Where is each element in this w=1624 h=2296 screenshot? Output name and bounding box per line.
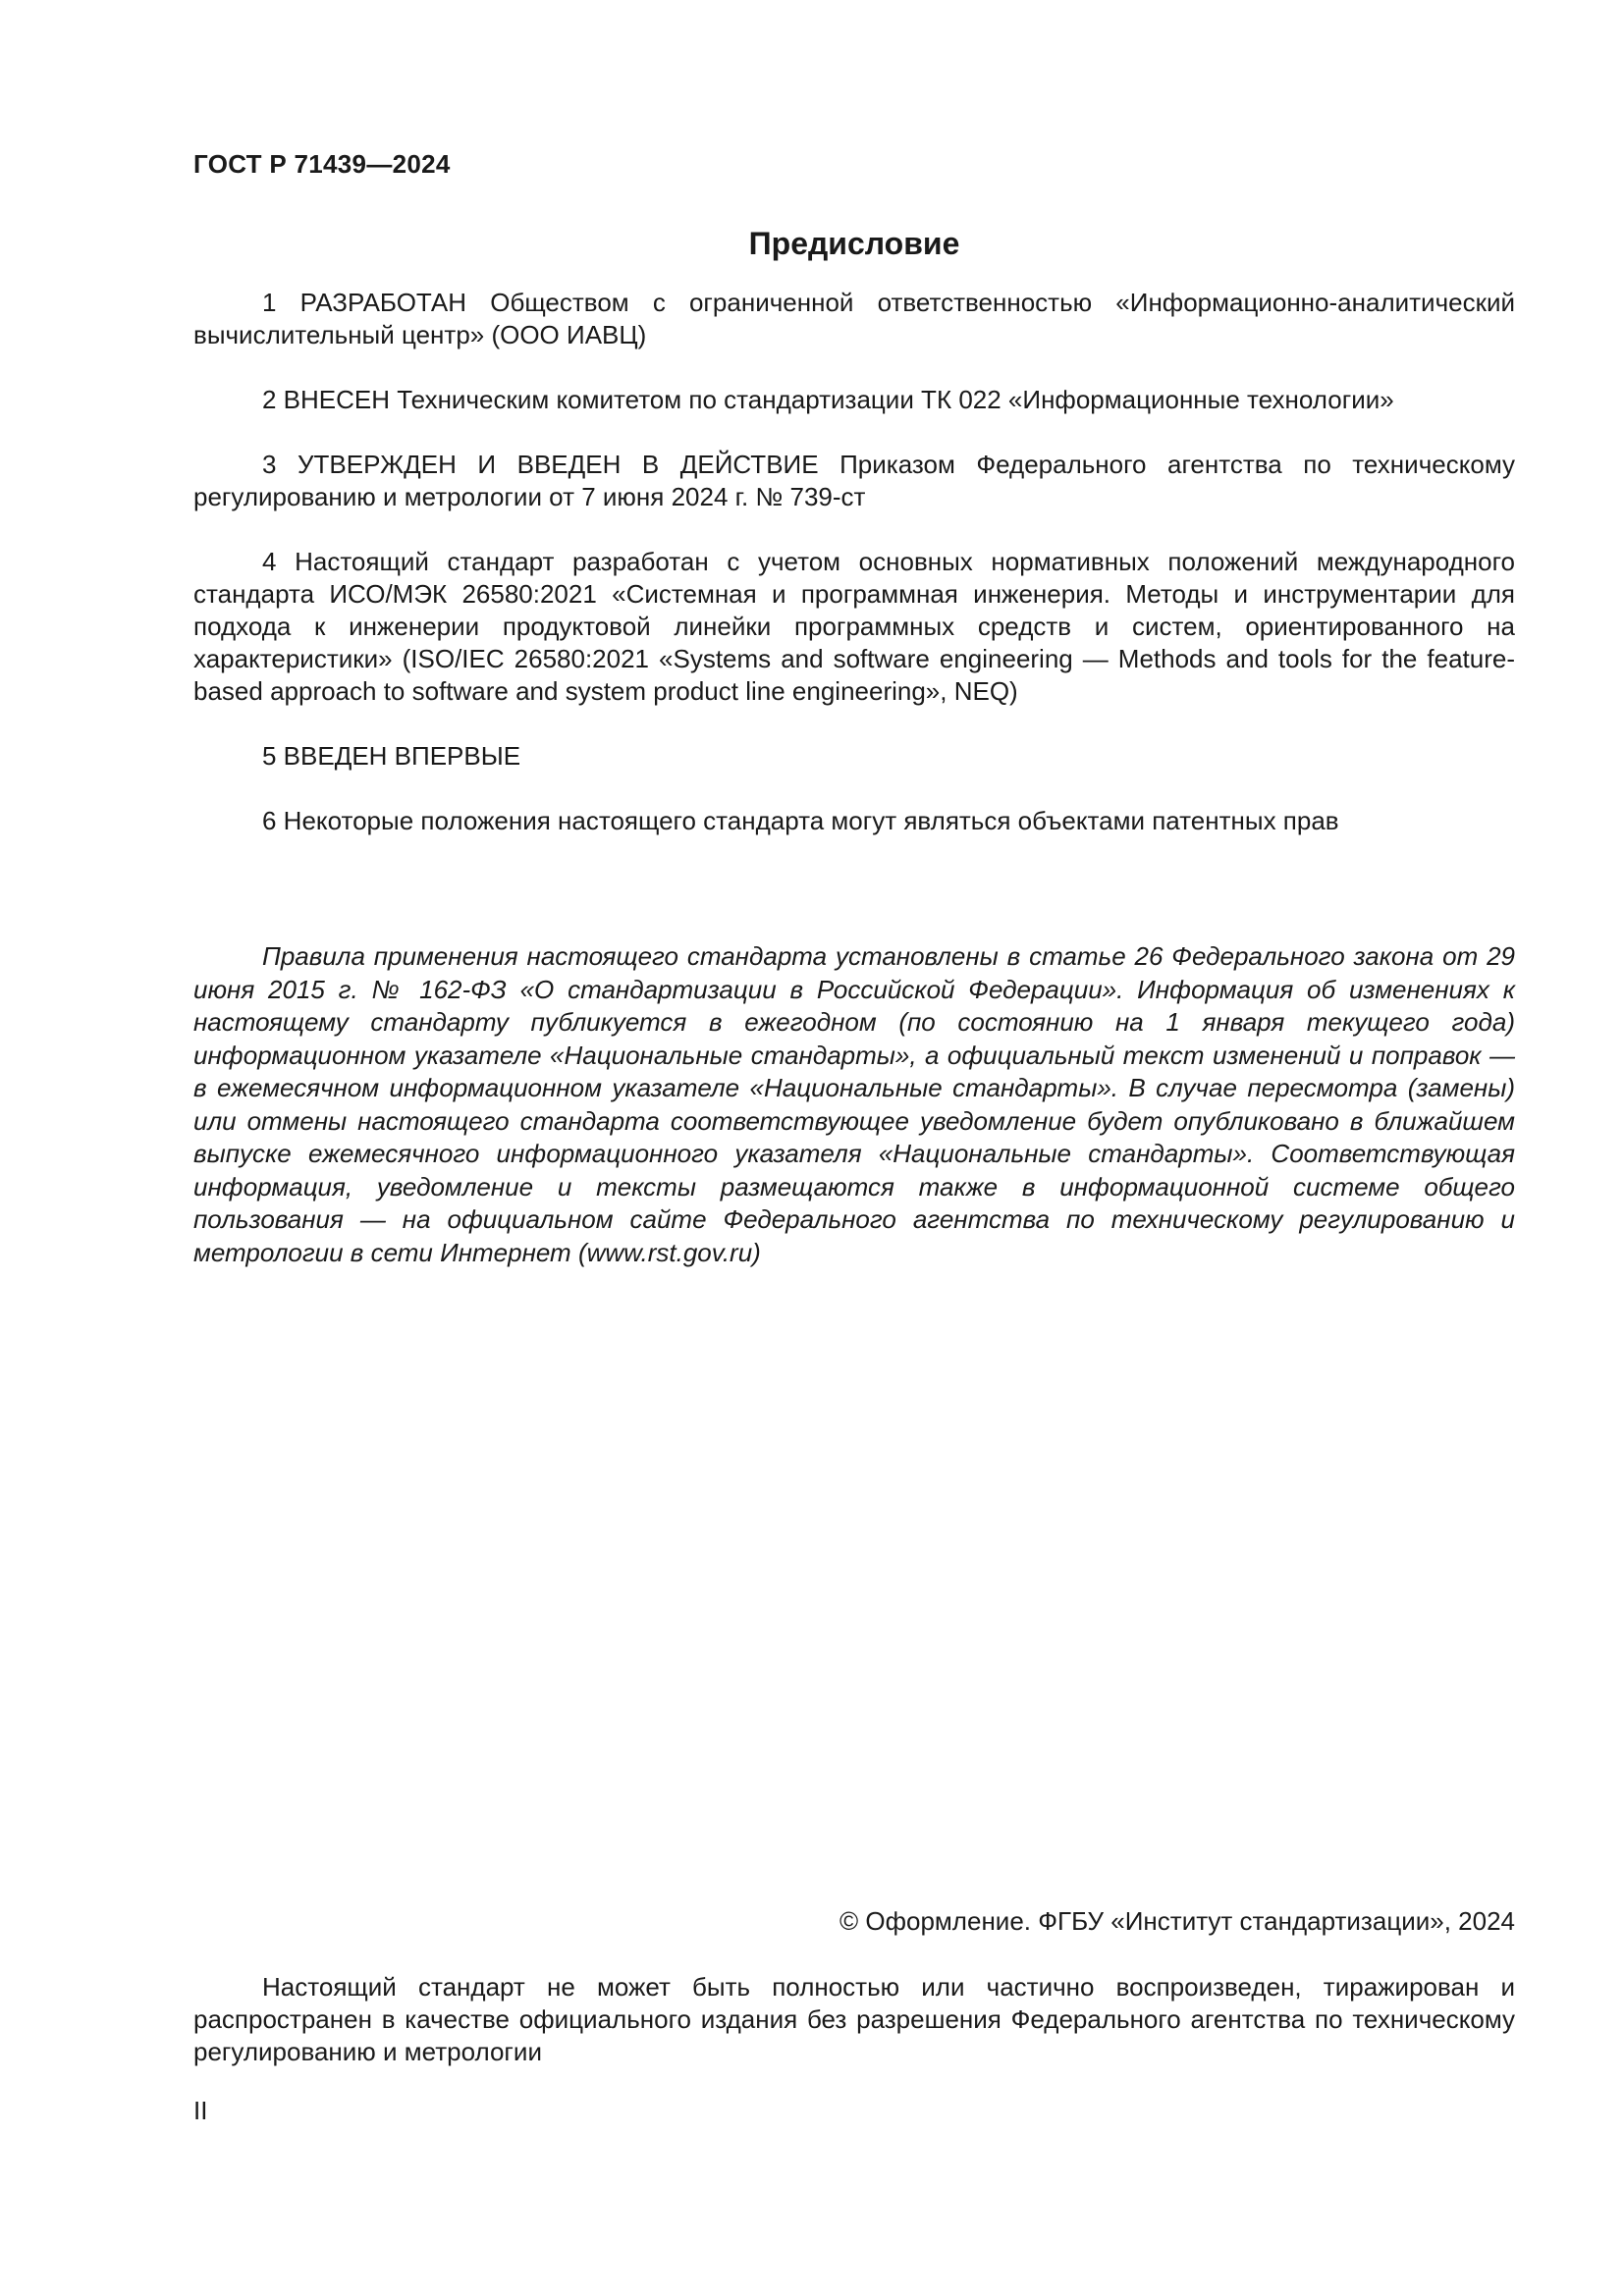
page-title: Предисловие (748, 226, 960, 261)
foreword-item-2: 2 ВНЕСЕН Техническим комитетом по стандартизации ТК 022 «Информационные технологии» (262, 385, 1394, 414)
foreword-item-3: 3 УТВЕРЖДЕН И ВВЕДЕН В ДЕЙСТВИЕ Приказом Федерального агентства по техническому регулированию и метрологии от 7 июня 2024 г. № 739-ст (193, 450, 1515, 511)
document-page (193, 0, 1515, 2296)
foreword-item-6: 6 Некоторые положения настоящего стандарта могут являться объектами патентных прав (262, 806, 1339, 835)
page-number: II (193, 2096, 208, 2125)
foreword-items (193, 287, 1515, 870)
copyright-line: © Оформление. ФГБУ «Институт стандартизации», 2024 (839, 1906, 1515, 1936)
application-rules-notice: Правила применения настоящего стандарта установлены в статье 26 Федерального закона от 29 июня 2015 г. № 162-ФЗ «О стандартизации в Российской Федерации». Информация об изменениях к настоящему стандарту публикуется в ежегодном (по состоянию на 1 января текущего года) информационном указателе «Национальные стандарты», а официальный текст изменений и поправок — в ежемесячном информационном указателе «Национальные стандарты». В случае пересмотра (замены) или отмены настоящего стандарта соответствующее уведомление будет опубликовано в ближайшем выпуске ежемесячного информационного указателя «Национальные стандарты». Соответствующая информация, уведомление и тексты размещаются также в информационной системе общего пользования — на официальном сайте Федерального агентства по техническому регулированию и метрологии в сети Интернет (www.rst.gov.ru) (193, 941, 1515, 1267)
reproduction-notice: Настоящий стандарт не может быть полностью или частично воспроизведен, тиражирован и распространен в качестве официального издания без разрешения Федерального агентства по техническому регулированию и метрологии (193, 1972, 1515, 2066)
foreword-item-4: 4 Настоящий стандарт разработан с учетом основных нормативных положений международного стандарта ИСО/МЭК 26580:2021 «Системная и программная инженерия. Методы и инструментарии для подхода к инженерии продуктовой линейки программных средств и систем, ориентированного на характеристики» (ISO/IEC 26580:2021 «Systems and software engineering — Methods and tools for the feature-based approach to software and system product line engineering», NEQ) (193, 547, 1515, 706)
foreword-item-5: 5 ВВЕДЕН ВПЕРВЫЕ (262, 741, 521, 771)
document-id: ГОСТ Р 71439—2024 (193, 149, 451, 179)
foreword-item-1: 1 РАЗРАБОТАН Обществом с ограниченной ответственностью «Информационно-аналитический вычислительный центр» (ООО ИАВЦ) (193, 288, 1515, 349)
